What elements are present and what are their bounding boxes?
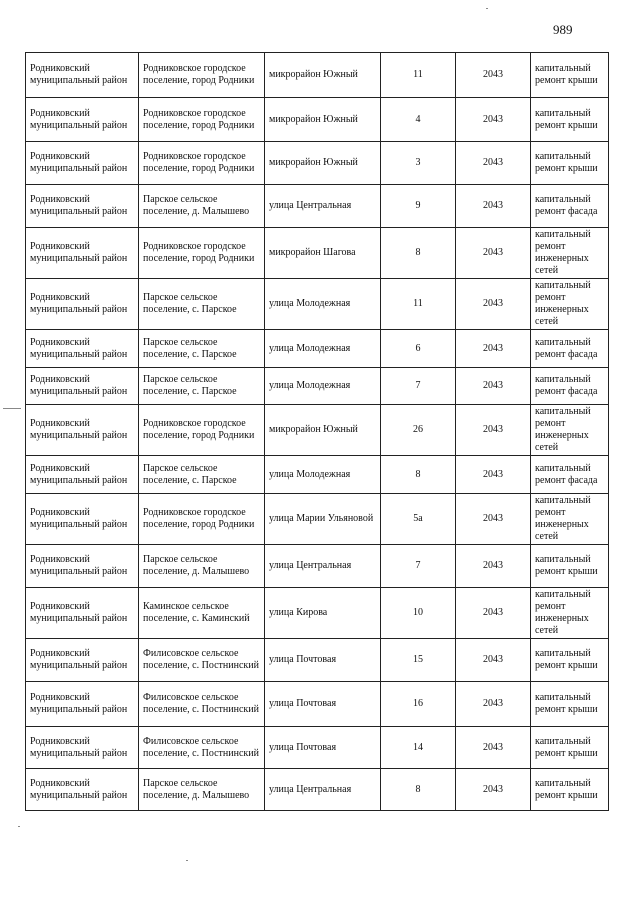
table-row [26,682,609,727]
work-type-cell: капитальный ремонт крыши [531,727,609,769]
page-number: 989 [553,22,573,37]
house-number-cell: 26 [381,405,456,456]
work-type-cell: капитальный ремонт инженерных сетей [531,494,609,545]
settlement-cell: Парское сельское поселение, д. Малышево [139,545,265,588]
settlement-cell: Парское сельское поселение, с. Парское [139,330,265,368]
table-row [26,142,609,185]
work-type-cell: капитальный ремонт инженерных сетей [531,405,609,456]
district-cell: Родниковский муниципальный район [26,185,139,228]
street-cell: улица Почтовая [265,727,381,769]
district-cell: Родниковский муниципальный район [26,53,139,98]
table-row [26,279,609,330]
table-row [26,769,609,811]
work-type-cell: капитальный ремонт инженерных сетей [531,279,609,330]
street-cell: улица Молодежная [265,330,381,368]
scan-speck [18,826,20,827]
house-number-cell: 14 [381,727,456,769]
street-cell: улица Молодежная [265,456,381,494]
table-row [26,53,609,98]
district-cell: Родниковский муниципальный район [26,545,139,588]
district-cell: Родниковский муниципальный район [26,769,139,811]
scan-speck [3,408,21,409]
settlement-cell: Парское сельское поселение, с. Парское [139,456,265,494]
year-cell: 2043 [456,228,531,279]
table-row [26,98,609,142]
district-cell: Родниковский муниципальный район [26,405,139,456]
work-type-cell: капитальный ремонт фасада [531,185,609,228]
table-row [26,639,609,682]
year-cell: 2043 [456,588,531,639]
work-type-cell: капитальный ремонт крыши [531,639,609,682]
table-row [26,456,609,494]
settlement-cell: Родниковское городское поселение, город Родники [139,53,265,98]
street-cell: улица Центральная [265,545,381,588]
work-type-cell: капитальный ремонт крыши [531,53,609,98]
street-cell: улица Почтовая [265,639,381,682]
street-cell: улица Почтовая [265,682,381,727]
work-type-cell: капитальный ремонт фасада [531,456,609,494]
street-cell: микрорайон Шагова [265,228,381,279]
scan-speck [186,860,188,861]
work-type-cell: капитальный ремонт инженерных сетей [531,588,609,639]
settlement-cell: Филисовское сельское поселение, с. Постнинский [139,639,265,682]
work-type-cell: капитальный ремонт фасада [531,330,609,368]
year-cell: 2043 [456,727,531,769]
settlement-cell: Родниковское городское поселение, город Родники [139,98,265,142]
settlement-cell: Филисовское сельское поселение, с. Постнинский [139,682,265,727]
house-number-cell: 7 [381,368,456,405]
house-number-cell: 6 [381,330,456,368]
district-cell: Родниковский муниципальный район [26,639,139,682]
year-cell: 2043 [456,682,531,727]
house-number-cell: 3 [381,142,456,185]
year-cell: 2043 [456,639,531,682]
settlement-cell: Родниковское городское поселение, город Родники [139,405,265,456]
work-type-cell: капитальный ремонт крыши [531,142,609,185]
table-row [26,330,609,368]
work-type-cell: капитальный ремонт крыши [531,769,609,811]
house-number-cell: 9 [381,185,456,228]
house-number-cell: 8 [381,456,456,494]
house-number-cell: 8 [381,228,456,279]
house-number-cell: 15 [381,639,456,682]
year-cell: 2043 [456,98,531,142]
year-cell: 2043 [456,405,531,456]
house-number-cell: 4 [381,98,456,142]
house-number-cell: 7 [381,545,456,588]
table-row [26,185,609,228]
table-row [26,727,609,769]
settlement-cell: Родниковское городское поселение, город Родники [139,228,265,279]
district-cell: Родниковский муниципальный район [26,456,139,494]
settlement-cell: Родниковское городское поселение, город Родники [139,142,265,185]
table-row [26,228,609,279]
settlement-cell: Парское сельское поселение, с. Парское [139,368,265,405]
year-cell: 2043 [456,545,531,588]
house-number-cell: 5а [381,494,456,545]
year-cell: 2043 [456,53,531,98]
year-cell: 2043 [456,456,531,494]
table-row [26,545,609,588]
scan-speck [486,8,488,9]
table-body [26,53,609,811]
district-cell: Родниковский муниципальный район [26,98,139,142]
district-cell: Родниковский муниципальный район [26,494,139,545]
district-cell: Родниковский муниципальный район [26,279,139,330]
year-cell: 2043 [456,142,531,185]
house-number-cell: 8 [381,769,456,811]
year-cell: 2043 [456,769,531,811]
table-row [26,494,609,545]
street-cell: микрорайон Южный [265,98,381,142]
year-cell: 2043 [456,185,531,228]
district-cell: Родниковский муниципальный район [26,588,139,639]
house-number-cell: 10 [381,588,456,639]
year-cell: 2043 [456,368,531,405]
street-cell: улица Центральная [265,185,381,228]
work-type-cell: капитальный ремонт крыши [531,98,609,142]
table-row [26,588,609,639]
settlement-cell: Родниковское городское поселение, город Родники [139,494,265,545]
district-cell: Родниковский муниципальный район [26,228,139,279]
street-cell: улица Молодежная [265,279,381,330]
work-type-cell: капитальный ремонт крыши [531,545,609,588]
year-cell: 2043 [456,279,531,330]
settlement-cell: Парское сельское поселение, д. Малышево [139,185,265,228]
table-row [26,405,609,456]
street-cell: улица Центральная [265,769,381,811]
house-number-cell: 16 [381,682,456,727]
year-cell: 2043 [456,494,531,545]
settlement-cell: Парское сельское поселение, д. Малышево [139,769,265,811]
street-cell: микрорайон Южный [265,142,381,185]
year-cell: 2043 [456,330,531,368]
housing-repair-table [25,52,609,811]
district-cell: Родниковский муниципальный район [26,682,139,727]
street-cell: улица Марии Ульяновой [265,494,381,545]
house-number-cell: 11 [381,53,456,98]
work-type-cell: капитальный ремонт крыши [531,682,609,727]
street-cell: микрорайон Южный [265,405,381,456]
settlement-cell: Филисовское сельское поселение, с. Постнинский [139,727,265,769]
district-cell: Родниковский муниципальный район [26,142,139,185]
table-row [26,368,609,405]
district-cell: Родниковский муниципальный район [26,727,139,769]
street-cell: микрорайон Южный [265,53,381,98]
district-cell: Родниковский муниципальный район [26,368,139,405]
house-number-cell: 11 [381,279,456,330]
work-type-cell: капитальный ремонт фасада [531,368,609,405]
street-cell: улица Молодежная [265,368,381,405]
district-cell: Родниковский муниципальный район [26,330,139,368]
street-cell: улица Кирова [265,588,381,639]
work-type-cell: капитальный ремонт инженерных сетей [531,228,609,279]
settlement-cell: Парское сельское поселение, с. Парское [139,279,265,330]
settlement-cell: Каминское сельское поселение, с. Каминский [139,588,265,639]
